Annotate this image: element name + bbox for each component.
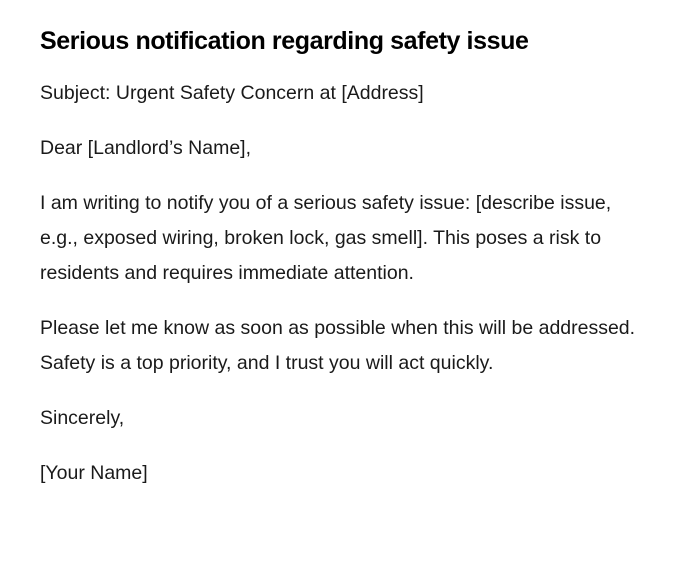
letter-salutation: Dear [Landlord’s Name], xyxy=(40,137,251,159)
letter-paragraph-1: I am writing to notify you of a serious safety issue: [describe issue, e.g., exposed wiring, broken lock, gas smell]. This poses a risk to residents and requires immediate attention. xyxy=(40,192,612,284)
letter-title: Serious notification regarding safety issue xyxy=(40,27,529,55)
letter-subject: Subject: Urgent Safety Concern at [Address] xyxy=(40,82,424,104)
letter-document xyxy=(40,24,640,511)
letter-paragraph-2: Please let me know as soon as possible when this will be addressed. Safety is a top priority, and I trust you will act quickly. xyxy=(40,317,636,374)
letter-closing: Sincerely, xyxy=(40,407,125,429)
letter-signature: [Your Name] xyxy=(40,462,148,484)
